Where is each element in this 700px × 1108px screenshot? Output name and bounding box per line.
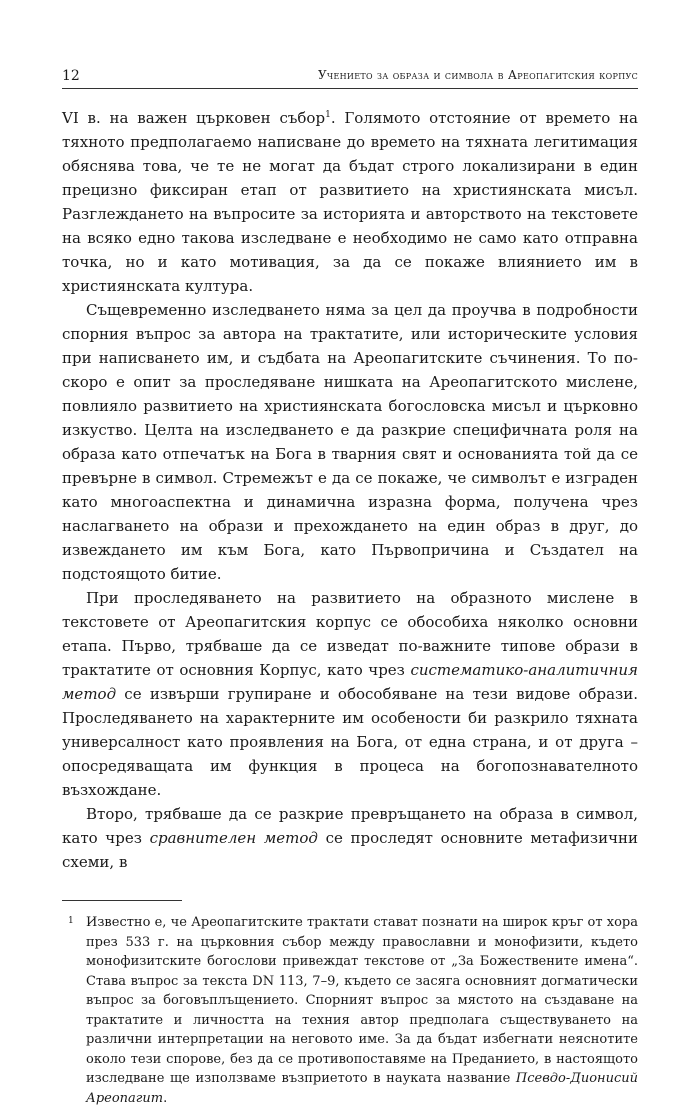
footnote-body: Известно е, че Ареопагитските трактати стават познати на широк кръг от хора през 533 г. на църковния събор между православни и монофизити, където монофизитските богослови привеждат текстове от „За Божествените имена“. Става въпрос за текста DN 113, 7–9, където се засяга основният догматически въпрос за боговъплъщението. Спорният въпрос за мястото на създаване на трактатите и личността на техния автор предполага съществуването на различни интерпретации на неговото име. За да бъдат избегнати неяснотите около тези спорове, без да се противопоставяме на Преданието, в настоящото изследване ще използваме възприетото в науката название bbox=[86, 915, 638, 1086]
paragraph-4 bbox=[62, 802, 638, 874]
footnote-end: . bbox=[163, 1090, 168, 1106]
running-title: Учението за образа и символа в Ареопагитския корпус bbox=[318, 68, 638, 82]
paragraph-text: . Голямото отстояние от времето на тяхното предполагаемо написване до времето на тяхната легитимация обяснява това, че те не могат да бъдат строго локализирани в един прецизно фиксиран етап от развитието на християнската мисъл. Разглеждането на въпросите за историята и авторството на текстовете на всяко едно такова изследване е необходимо не само като отправна точка, но и като мотивация, за да се покаже влиянието им в християнската култура. bbox=[62, 109, 638, 295]
paragraph-text: Второ, трябваше да се разкрие превръщането на образа в символ, като чрез bbox=[62, 805, 638, 847]
footnote-mark: 1 bbox=[68, 916, 74, 926]
paragraph-text: се проследят основните метафизични схеми, в bbox=[62, 829, 639, 871]
paragraph-3 bbox=[62, 586, 638, 802]
paragraph-text: се извърши групиране и обособяване на тези видове образи. Проследяването на характерните им особености би разкрило тяхната универсалност като проявления на Бога, от една страна, и от друга – опосредяващата им функция в процеса на богопознавателното възхождане. bbox=[62, 685, 638, 799]
paragraph-text: Същевременно изследването няма за цел да проучва в подробности спорния въпрос за автора на трактатите, или историческите условия при написването им, и съдбата на Ареопагитските съчинения. То по-скоро е опит за проследяване нишката на Ареопагитското мислене, повлияло развитието на християнската богословска мисъл и църковно изкуство. Целта на изследването е да разкрие специфичната роля на образа като отпечатък на Бога в тварния свят и основанията той да се превърне в символ. Стремежът е да се покаже, че символът е изграден като многоаспектна и динамична изразна форма, получена чрез наслагването на образи и прехождането на един образ в друг, до извеждането им към Бога, като Първопричина и Създател на подстоящото битие. bbox=[62, 301, 638, 583]
footnote-text bbox=[86, 913, 638, 1108]
method-term: сравнителен метод bbox=[149, 829, 318, 847]
paragraph-2 bbox=[62, 298, 638, 586]
document-page bbox=[62, 60, 638, 1108]
page-number: 12 bbox=[62, 68, 80, 84]
paragraph-1 bbox=[62, 106, 638, 298]
main-text bbox=[62, 106, 638, 874]
method-term: систематико-аналитичния метод bbox=[62, 661, 638, 703]
author-name: Псевдо-Дионисий Ареопагит bbox=[86, 1071, 638, 1106]
paragraph-text: При проследяването на развитието на образното мислене в текстовете от Ареопагитския корпус се обособиха няколко основни етапа. Първо, трябваше да се изведат по-важните типове образи в трактатите от основния Корпус, като чрез bbox=[62, 589, 638, 679]
footnote-ref[interactable]: 1 bbox=[325, 110, 331, 120]
footnote-divider bbox=[62, 900, 182, 901]
running-header bbox=[62, 60, 638, 89]
paragraph-text: VI в. на важен църковен събор bbox=[62, 109, 326, 127]
footnote bbox=[62, 913, 638, 1108]
